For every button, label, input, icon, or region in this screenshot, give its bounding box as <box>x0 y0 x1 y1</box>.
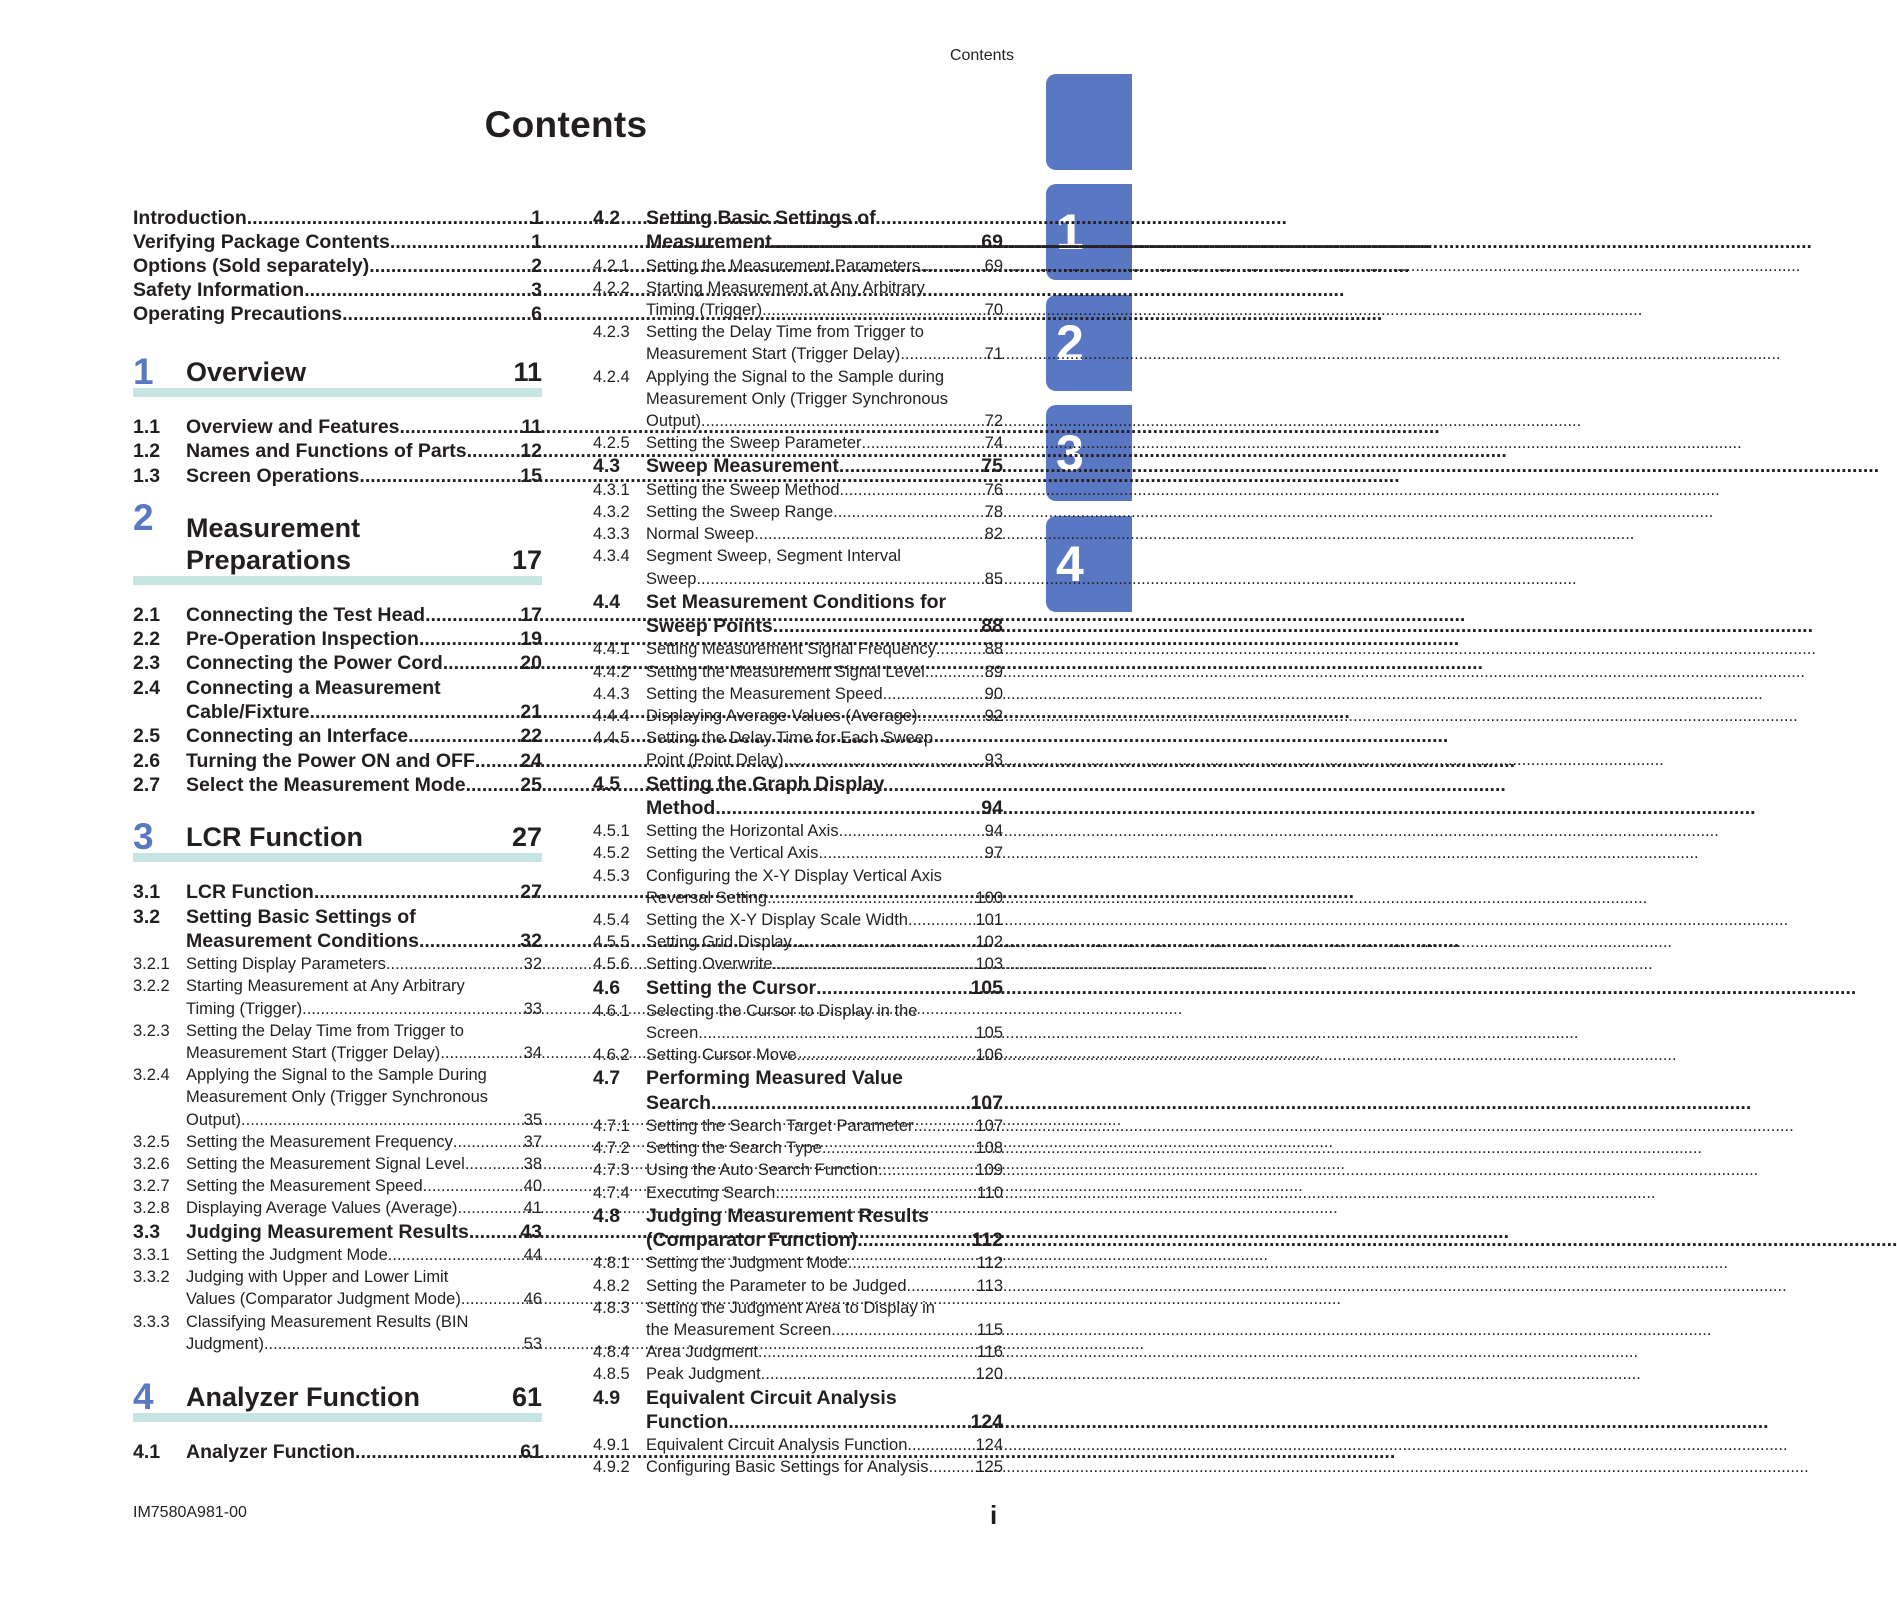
toc-subentry[interactable]: 3.3.1 Setting the Judgment Mode ..... 44 <box>133 1244 542 1266</box>
toc-subentry[interactable]: 4.5.3 Configuring the X-Y Display Vertical Axis Reversal Setting ..... 100 <box>593 865 1003 909</box>
toc-entry[interactable]: Operating Precautions ..... 6 <box>133 302 542 326</box>
toc-subentry[interactable]: 4.5.1 Setting the Horizontal Axis ..... 94 <box>593 820 1003 842</box>
toc-entry[interactable]: 2.3 Connecting the Power Cord ..... 20 <box>133 651 542 675</box>
toc-subentry[interactable]: 4.3.1 Setting the Sweep Method ..... 76 <box>593 479 1003 501</box>
page-number: i <box>990 1500 998 1530</box>
toc-subentry[interactable]: 3.3.3 Classifying Measurement Results (BIN Judgment) ..... 53 <box>133 1311 542 1355</box>
toc-subentry[interactable]: 3.2.5 Setting the Measurement Frequency ..... 37 <box>133 1131 542 1153</box>
toc-subentry[interactable]: 3.2.2 Starting Measurement at Any Arbitrary Timing (Trigger) ..... 33 <box>133 975 542 1019</box>
toc-entry[interactable]: 4.6 Setting the Cursor ..... 105 <box>593 976 1003 1000</box>
toc-subentry[interactable]: 4.5.2 Setting the Vertical Axis ..... 97 <box>593 842 1003 864</box>
toc-subentry[interactable]: 4.7.4 Executing Search ..... 110 <box>593 1182 1003 1204</box>
toc-entry[interactable]: Options (Sold separately) ..... 2 <box>133 254 542 278</box>
toc-subentry[interactable]: 4.4.3 Setting the Measurement Speed ..... 90 <box>593 683 1003 705</box>
toc-subentry[interactable]: 4.3.2 Setting the Sweep Range ..... 78 <box>593 501 1003 523</box>
side-tab-4[interactable]: 4 <box>1046 516 1132 612</box>
toc-entry[interactable]: Safety Information ..... 3 <box>133 278 542 302</box>
toc-subentry[interactable]: 4.2.5 Setting the Sweep Parameter ..... 74 <box>593 432 1003 454</box>
toc-subentry[interactable]: 4.2.1 Setting the Measurement Parameters ..... 69 <box>593 255 1003 277</box>
side-tab-3[interactable]: 3 <box>1046 405 1132 501</box>
toc-entry[interactable]: 4.1 Analyzer Function ..... 61 <box>133 1440 542 1464</box>
toc-subentry[interactable]: 4.7.2 Setting the Search Type ..... 108 <box>593 1137 1003 1159</box>
toc-subentry[interactable]: 4.4.5 Setting the Delay Time for Each Sweep Point (Point Delay) ..... 93 <box>593 727 1003 771</box>
toc-subentry[interactable]: 4.4.1 Setting Measurement Signal Frequency ..... 88 <box>593 638 1003 660</box>
chapter-heading-2[interactable]: 2 Measurement Preparations 17 <box>133 512 542 585</box>
toc-subentry[interactable]: 4.2.4 Applying the Signal to the Sample during Measurement Only (Trigger Synchronous Output) ..... 72 <box>593 366 1003 433</box>
toc-entry[interactable]: 4.4 Set Measurement Conditions for Sweep Points ..... 88 <box>593 590 1003 639</box>
toc-entry[interactable]: 3.3 Judging Measurement Results ..... 43 <box>133 1220 542 1244</box>
toc-right-column <box>593 206 1003 1479</box>
running-header: Contents <box>949 47 1014 64</box>
side-tab-2[interactable]: 2 <box>1046 295 1132 391</box>
toc-subentry[interactable]: 3.2.1 Setting Display Parameters ..... 32 <box>133 953 542 975</box>
toc-subentry[interactable]: 4.8.4 Area Judgment ..... 116 <box>593 1341 1003 1363</box>
toc-subentry[interactable]: 4.4.4 Displaying Average Values (Average) ..... 92 <box>593 705 1003 727</box>
toc-entry[interactable]: 4.7 Performing Measured Value Search ..... 107 <box>593 1066 1003 1115</box>
toc-entry[interactable]: 4.5 Setting the Graph Display Method ..... 94 <box>593 772 1003 821</box>
toc-entry[interactable]: 3.2 Setting Basic Settings of Measurement Conditions ..... 32 <box>133 905 542 954</box>
toc-subentry[interactable]: 3.3.2 Judging with Upper and Lower Limit Values (Comparator Judgment Mode) ..... 46 <box>133 1266 542 1310</box>
toc-subentry[interactable]: 4.8.5 Peak Judgment ..... 120 <box>593 1363 1003 1385</box>
toc-entry[interactable]: 2.5 Connecting an Interface ..... 22 <box>133 724 542 748</box>
toc-subentry[interactable]: 3.2.6 Setting the Measurement Signal Level ..... 38 <box>133 1153 542 1175</box>
toc-entry[interactable]: 4.9 Equivalent Circuit Analysis Function ..... 124 <box>593 1386 1003 1435</box>
toc-subentry[interactable]: 4.9.1 Equivalent Circuit Analysis Function ..... 124 <box>593 1434 1003 1456</box>
toc-entry[interactable]: 4.8 Judging Measurement Results (Comparator Function) ..... 112 <box>593 1204 1003 1253</box>
toc-subentry[interactable]: 3.2.4 Applying the Signal to the Sample During Measurement Only (Trigger Synchronous Output) ..... 35 <box>133 1064 542 1131</box>
toc-entry[interactable]: 2.7 Select the Measurement Mode ..... 25 <box>133 773 542 797</box>
toc-entry[interactable]: 2.1 Connecting the Test Head ..... 17 <box>133 603 542 627</box>
toc-subentry[interactable]: 4.7.1 Setting the Search Target Parameter ..... 107 <box>593 1115 1003 1137</box>
toc-subentry[interactable]: 4.5.6 Setting Overwrite ..... 103 <box>593 953 1003 975</box>
chapter-heading-1[interactable]: 1 Overview 11 <box>133 356 542 397</box>
chapter-heading-3[interactable]: 3 LCR Function 27 <box>133 821 542 862</box>
toc-entry[interactable]: 4.2 Setting Basic Settings of Measurement ..... 69 <box>593 206 1003 255</box>
toc-subentry[interactable]: 4.9.2 Configuring Basic Settings for Analysis ..... 125 <box>593 1456 1003 1478</box>
toc-left-column <box>133 206 542 1464</box>
toc-subentry[interactable]: 4.4.2 Setting the Measurement Signal Level ..... 89 <box>593 661 1003 683</box>
toc-subentry[interactable]: 4.8.2 Setting the Parameter to be Judged ..... 113 <box>593 1275 1003 1297</box>
toc-subentry[interactable]: 3.2.8 Displaying Average Values (Average) ..... 41 <box>133 1197 542 1219</box>
toc-subentry[interactable]: 4.5.4 Setting the X-Y Display Scale Width ..... 101 <box>593 909 1003 931</box>
toc-entry[interactable]: Verifying Package Contents ..... 1 <box>133 230 542 254</box>
toc-subentry[interactable]: 3.2.3 Setting the Delay Time from Trigger to Measurement Start (Trigger Delay) ..... 34 <box>133 1020 542 1064</box>
toc-entry[interactable]: 1.1 Overview and Features ..... 11 <box>133 415 542 439</box>
toc-subentry[interactable]: 4.5.5 Setting Grid Display ..... 102 <box>593 931 1003 953</box>
toc-subentry[interactable]: 4.8.3 Setting the Judgment Area to Display in the Measurement Screen ..... 115 <box>593 1297 1003 1341</box>
toc-entry[interactable]: 4.3 Sweep Measurement ..... 75 <box>593 454 1003 478</box>
toc-entry[interactable]: 1.2 Names and Functions of Parts ..... 12 <box>133 439 542 463</box>
toc-subentry[interactable]: 4.2.2 Starting Measurement at Any Arbitrary Timing (Trigger) ..... 70 <box>593 277 1003 321</box>
toc-subentry[interactable]: 4.7.3 Using the Auto Search Function ..... 109 <box>593 1159 1003 1181</box>
toc-entry[interactable]: 1.3 Screen Operations ..... 15 <box>133 464 542 488</box>
toc-entry[interactable]: Introduction ..... 1 <box>133 206 542 230</box>
toc-subentry[interactable]: 4.3.4 Segment Sweep, Segment Interval Sweep ..... 85 <box>593 545 1003 589</box>
toc-subentry[interactable]: 4.6.2 Setting Cursor Move ..... 106 <box>593 1044 1003 1066</box>
toc-subentry[interactable]: 3.2.7 Setting the Measurement Speed ..... 40 <box>133 1175 542 1197</box>
toc-entry[interactable]: 3.1 LCR Function ..... 27 <box>133 880 542 904</box>
toc-subentry[interactable]: 4.6.1 Selecting the Cursor to Display in the Screen ..... 105 <box>593 1000 1003 1044</box>
side-tab-1[interactable]: 1 <box>1046 184 1132 280</box>
toc-entry[interactable]: 2.6 Turning the Power ON and OFF ..... 24 <box>133 749 542 773</box>
toc-subentry[interactable]: 4.2.3 Setting the Delay Time from Trigger to Measurement Start (Trigger Delay) ..... 71 <box>593 321 1003 365</box>
front-matter <box>133 206 542 326</box>
document-code: IM7580A981-00 <box>133 1504 247 1521</box>
toc-entry[interactable]: 2.2 Pre-Operation Inspection ..... 19 <box>133 627 542 651</box>
toc-subentry[interactable]: 4.3.3 Normal Sweep ..... 82 <box>593 523 1003 545</box>
toc-subentry[interactable]: 4.8.1 Setting the Judgment Mode ..... 112 <box>593 1252 1003 1274</box>
chapter-heading-4[interactable]: 4 Analyzer Function 61 <box>133 1381 542 1422</box>
side-tab-contents[interactable] <box>1046 74 1132 170</box>
toc-entry[interactable]: 2.4 Connecting a Measurement Cable/Fixture ..... 21 <box>133 676 542 725</box>
page-title: Contents <box>484 104 648 145</box>
